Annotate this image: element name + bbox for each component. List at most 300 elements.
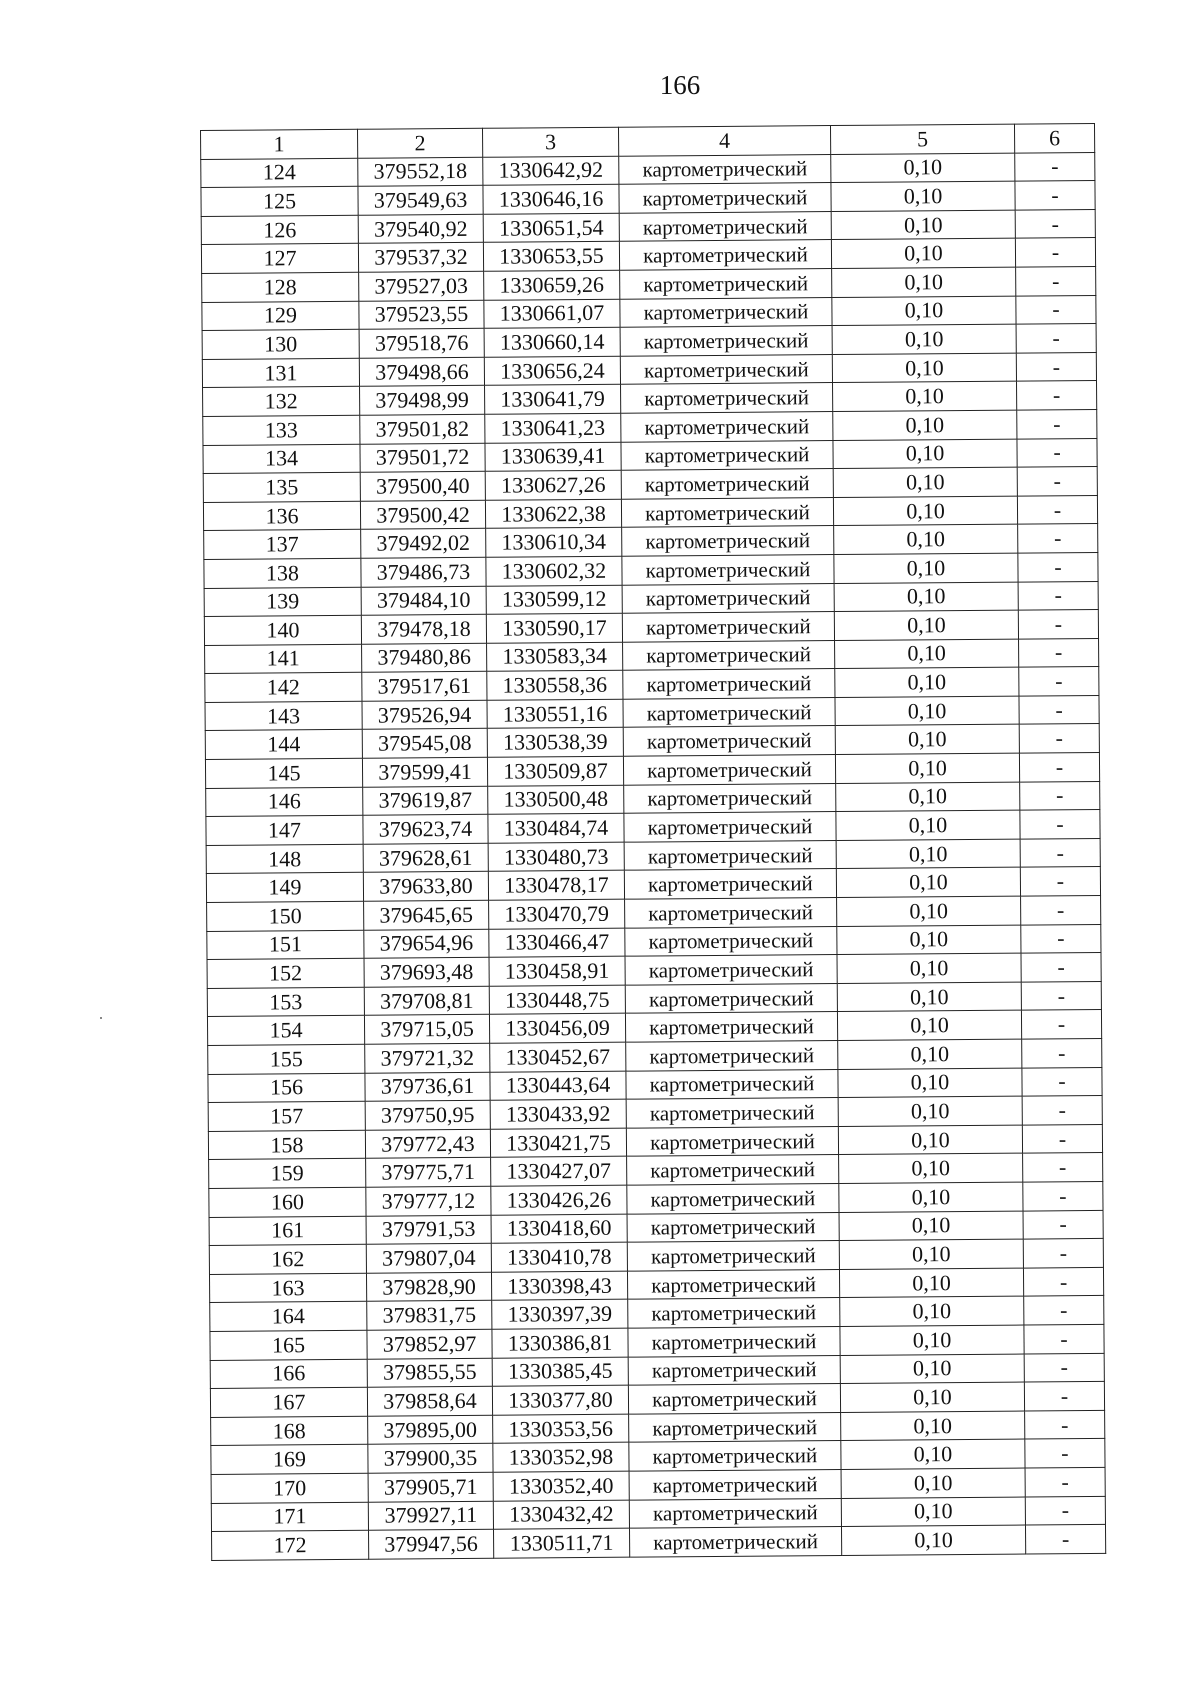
x-coordinate-cell: 379549,63 (358, 185, 483, 215)
point-number-cell: 127 (201, 244, 358, 274)
method-cell: картометрический (628, 1384, 840, 1414)
y-coordinate-cell: 1330641,79 (485, 385, 621, 415)
x-coordinate-cell: 379947,56 (369, 1529, 494, 1559)
note-cell: - (1024, 1324, 1104, 1353)
accuracy-cell: 0,10 (841, 1525, 1025, 1555)
note-cell: - (1021, 895, 1101, 924)
accuracy-cell: 0,10 (840, 1296, 1024, 1326)
accuracy-cell: 0,10 (838, 1125, 1022, 1155)
x-coordinate-cell: 379715,05 (364, 1015, 489, 1045)
y-coordinate-cell: 1330448,75 (489, 985, 625, 1015)
x-coordinate-cell: 379628,61 (363, 843, 488, 873)
method-cell: картометрический (621, 411, 833, 441)
method-cell: картометрический (623, 697, 835, 727)
point-number-cell: 162 (209, 1244, 366, 1274)
note-cell: - (1019, 667, 1099, 696)
x-coordinate-cell: 379537,32 (358, 243, 483, 273)
point-number-cell: 146 (206, 787, 363, 817)
y-coordinate-cell: 1330511,71 (493, 1528, 629, 1558)
note-cell: - (1017, 438, 1097, 467)
x-coordinate-cell: 379498,66 (359, 357, 484, 387)
y-coordinate-cell: 1330458,91 (489, 956, 625, 986)
accuracy-cell: 0,10 (833, 496, 1017, 526)
note-cell: - (1018, 610, 1098, 639)
note-cell: - (1018, 552, 1098, 581)
method-cell: картометрический (622, 554, 834, 584)
accuracy-cell: 0,10 (831, 210, 1015, 240)
point-number-cell: 141 (205, 644, 362, 674)
note-cell: - (1019, 638, 1099, 667)
point-number-cell: 156 (208, 1073, 365, 1103)
x-coordinate-cell: 379775,71 (366, 1158, 491, 1188)
y-coordinate-cell: 1330558,36 (487, 670, 623, 700)
x-coordinate-cell: 379927,11 (368, 1501, 493, 1531)
note-cell: - (1018, 524, 1098, 553)
accuracy-cell: 0,10 (839, 1268, 1023, 1298)
accuracy-cell: 0,10 (831, 153, 1015, 183)
accuracy-cell: 0,10 (831, 238, 1015, 268)
x-coordinate-cell: 379486,73 (361, 557, 486, 587)
accuracy-cell: 0,10 (839, 1153, 1023, 1183)
method-cell: картометрический (623, 640, 835, 670)
point-number-cell: 126 (201, 215, 358, 245)
x-coordinate-cell: 379517,61 (362, 672, 487, 702)
point-number-cell: 143 (205, 701, 362, 731)
column-header: 2 (357, 128, 482, 158)
y-coordinate-cell: 1330398,43 (491, 1271, 627, 1301)
point-number-cell: 160 (209, 1187, 366, 1217)
point-number-cell: 128 (202, 272, 359, 302)
note-cell: - (1023, 1267, 1103, 1296)
x-coordinate-cell: 379545,08 (362, 729, 487, 759)
point-number-cell: 159 (209, 1159, 366, 1189)
x-coordinate-cell: 379484,10 (361, 586, 486, 616)
y-coordinate-cell: 1330641,23 (485, 413, 621, 443)
y-coordinate-cell: 1330432,42 (493, 1500, 629, 1530)
note-cell: - (1019, 695, 1099, 724)
point-number-cell: 135 (203, 472, 360, 502)
point-number-cell: 163 (209, 1273, 366, 1303)
x-coordinate-cell: 379498,99 (360, 386, 485, 416)
y-coordinate-cell: 1330500,48 (488, 785, 624, 815)
x-coordinate-cell: 379540,92 (358, 214, 483, 244)
accuracy-cell: 0,10 (839, 1182, 1023, 1212)
y-coordinate-cell: 1330602,32 (486, 556, 622, 586)
y-coordinate-cell: 1330478,17 (488, 871, 624, 901)
x-coordinate-cell: 379654,96 (364, 929, 489, 959)
x-coordinate-cell: 379772,43 (365, 1129, 490, 1159)
note-cell: - (1022, 1067, 1102, 1096)
x-coordinate-cell: 379807,04 (366, 1243, 491, 1273)
method-cell: картометрический (624, 812, 836, 842)
x-coordinate-cell: 379623,74 (363, 815, 488, 845)
note-cell: - (1021, 953, 1101, 982)
method-cell: картометрический (621, 440, 833, 470)
column-header: 6 (1014, 123, 1094, 152)
y-coordinate-cell: 1330538,39 (487, 728, 623, 758)
method-cell: картометрический (623, 726, 835, 756)
y-coordinate-cell: 1330377,80 (492, 1385, 628, 1415)
point-number-cell: 172 (212, 1530, 369, 1560)
method-cell: картометрический (622, 526, 834, 556)
method-cell: картометрический (626, 1098, 838, 1128)
y-coordinate-cell: 1330466,47 (489, 928, 625, 958)
y-coordinate-cell: 1330352,40 (493, 1471, 629, 1501)
note-cell: - (1020, 867, 1100, 896)
note-cell: - (1020, 810, 1100, 839)
accuracy-cell: 0,10 (835, 725, 1019, 755)
method-cell: картометрический (629, 1527, 841, 1557)
y-coordinate-cell: 1330590,17 (486, 613, 622, 643)
point-number-cell: 157 (208, 1101, 365, 1131)
y-coordinate-cell: 1330426,26 (491, 1185, 627, 1215)
accuracy-cell: 0,10 (831, 181, 1015, 211)
point-number-cell: 153 (207, 987, 364, 1017)
x-coordinate-cell: 379633,80 (363, 872, 488, 902)
method-cell: картометрический (626, 1069, 838, 1099)
y-coordinate-cell: 1330646,16 (483, 184, 619, 214)
accuracy-cell: 0,10 (834, 582, 1018, 612)
accuracy-cell: 0,10 (834, 553, 1018, 583)
method-cell: картометрический (619, 240, 831, 270)
accuracy-cell: 0,10 (841, 1497, 1025, 1527)
y-coordinate-cell: 1330551,16 (487, 699, 623, 729)
note-cell: - (1016, 324, 1096, 353)
point-number-cell: 147 (206, 815, 363, 845)
y-coordinate-cell: 1330610,34 (486, 528, 622, 558)
y-coordinate-cell: 1330627,26 (485, 470, 621, 500)
note-cell: - (1025, 1467, 1105, 1496)
x-coordinate-cell: 379693,48 (364, 957, 489, 987)
x-coordinate-cell: 379645,65 (364, 900, 489, 930)
y-coordinate-cell: 1330410,78 (491, 1242, 627, 1272)
y-coordinate-cell: 1330639,41 (485, 442, 621, 472)
point-number-cell: 154 (207, 1016, 364, 1046)
accuracy-cell: 0,10 (837, 953, 1021, 983)
x-coordinate-cell: 379895,00 (368, 1415, 493, 1445)
accuracy-cell: 0,10 (837, 982, 1021, 1012)
column-header: 3 (482, 127, 618, 157)
y-coordinate-cell: 1330456,09 (489, 1014, 625, 1044)
note-cell: - (1025, 1525, 1105, 1554)
note-cell: - (1016, 266, 1096, 295)
accuracy-cell: 0,10 (840, 1382, 1024, 1412)
note-cell: - (1016, 352, 1096, 381)
accuracy-cell: 0,10 (832, 353, 1016, 383)
y-coordinate-cell: 1330484,74 (488, 813, 624, 843)
x-coordinate-cell: 379500,42 (360, 500, 485, 530)
point-number-cell: 124 (201, 158, 358, 188)
method-cell: картометрический (624, 783, 836, 813)
x-coordinate-cell: 379828,90 (366, 1272, 491, 1302)
x-coordinate-cell: 379777,12 (366, 1186, 491, 1216)
y-coordinate-cell: 1330480,73 (488, 842, 624, 872)
point-number-cell: 132 (203, 387, 360, 417)
y-coordinate-cell: 1330661,07 (484, 299, 620, 329)
x-coordinate-cell: 379855,55 (367, 1358, 492, 1388)
method-cell: картометрический (627, 1155, 839, 1185)
point-number-cell: 149 (206, 873, 363, 903)
method-cell: картометрический (622, 612, 834, 642)
y-coordinate-cell: 1330421,75 (490, 1128, 626, 1158)
method-cell: картометрический (629, 1412, 841, 1442)
x-coordinate-cell: 379500,40 (360, 471, 485, 501)
accuracy-cell: 0,10 (836, 868, 1020, 898)
method-cell: картометрический (621, 469, 833, 499)
method-cell: картометрический (626, 1041, 838, 1071)
point-number-cell: 169 (211, 1445, 368, 1475)
y-coordinate-cell: 1330418,60 (491, 1214, 627, 1244)
accuracy-cell: 0,10 (841, 1411, 1025, 1441)
page-number: 166 (659, 70, 701, 100)
note-cell: - (1017, 495, 1097, 524)
point-number-cell: 148 (206, 844, 363, 874)
note-cell: - (1023, 1210, 1103, 1239)
point-number-cell: 151 (207, 930, 364, 960)
x-coordinate-cell: 379750,95 (365, 1100, 490, 1130)
note-cell: - (1019, 724, 1099, 753)
x-coordinate-cell: 379905,71 (368, 1472, 493, 1502)
x-coordinate-cell: 379527,03 (359, 271, 484, 301)
y-coordinate-cell: 1330642,92 (483, 156, 619, 186)
x-coordinate-cell: 379501,82 (360, 414, 485, 444)
column-header: 1 (201, 129, 358, 159)
method-cell: картометрический (627, 1241, 839, 1271)
accuracy-cell: 0,10 (832, 267, 1016, 297)
point-number-cell: 137 (204, 530, 361, 560)
coordinates-table (200, 123, 1106, 1561)
note-cell: - (1021, 981, 1101, 1010)
x-coordinate-cell: 379791,53 (366, 1215, 491, 1245)
point-number-cell: 136 (203, 501, 360, 531)
accuracy-cell: 0,10 (837, 896, 1021, 926)
note-cell: - (1015, 152, 1095, 181)
method-cell: картометрический (622, 583, 834, 613)
note-cell: - (1017, 409, 1097, 438)
point-number-cell: 150 (207, 901, 364, 931)
y-coordinate-cell: 1330470,79 (489, 899, 625, 929)
y-coordinate-cell: 1330651,54 (483, 213, 619, 243)
accuracy-cell: 0,10 (833, 410, 1017, 440)
accuracy-cell: 0,10 (840, 1325, 1024, 1355)
point-number-cell: 134 (203, 444, 360, 474)
accuracy-cell: 0,10 (837, 925, 1021, 955)
point-number-cell: 142 (205, 673, 362, 703)
note-cell: - (1015, 238, 1095, 267)
note-cell: - (1025, 1439, 1105, 1468)
method-cell: картометрический (627, 1269, 839, 1299)
y-coordinate-cell: 1330583,34 (487, 642, 623, 672)
point-number-cell: 164 (210, 1302, 367, 1332)
accuracy-cell: 0,10 (838, 1068, 1022, 1098)
method-cell: картометрический (620, 354, 832, 384)
point-number-cell: 161 (209, 1216, 366, 1246)
method-cell: картометрический (623, 755, 835, 785)
y-coordinate-cell: 1330353,56 (493, 1414, 629, 1444)
accuracy-cell: 0,10 (836, 839, 1020, 869)
method-cell: картометрический (621, 497, 833, 527)
y-coordinate-cell: 1330622,38 (485, 499, 621, 529)
method-cell: картометрический (620, 297, 832, 327)
method-cell: картометрический (624, 869, 836, 899)
accuracy-cell: 0,10 (839, 1211, 1023, 1241)
stray-mark (100, 1017, 102, 1019)
accuracy-cell: 0,10 (835, 696, 1019, 726)
accuracy-cell: 0,10 (835, 753, 1019, 783)
x-coordinate-cell: 379501,72 (360, 443, 485, 473)
method-cell: картометрический (619, 183, 831, 213)
y-coordinate-cell: 1330509,87 (487, 756, 623, 786)
accuracy-cell: 0,10 (841, 1468, 1025, 1498)
y-coordinate-cell: 1330443,64 (490, 1071, 626, 1101)
point-number-cell: 167 (210, 1387, 367, 1417)
accuracy-cell: 0,10 (837, 1010, 1021, 1040)
y-coordinate-cell: 1330397,39 (492, 1300, 628, 1330)
y-coordinate-cell: 1330659,26 (484, 270, 620, 300)
note-cell: - (1018, 581, 1098, 610)
y-coordinate-cell: 1330427,07 (491, 1157, 627, 1187)
method-cell: картометрический (625, 983, 837, 1013)
accuracy-cell: 0,10 (841, 1439, 1025, 1469)
point-number-cell: 140 (204, 615, 361, 645)
point-number-cell: 166 (210, 1359, 367, 1389)
method-cell: картометрический (620, 269, 832, 299)
accuracy-cell: 0,10 (839, 1239, 1023, 1269)
note-cell: - (1022, 1124, 1102, 1153)
method-cell: картометрический (627, 1183, 839, 1213)
point-number-cell: 139 (204, 587, 361, 617)
y-coordinate-cell: 1330433,92 (490, 1099, 626, 1129)
point-number-cell: 131 (202, 358, 359, 388)
note-cell: - (1015, 181, 1095, 210)
point-number-cell: 171 (211, 1502, 368, 1532)
point-number-cell: 145 (205, 758, 362, 788)
y-coordinate-cell: 1330656,24 (484, 356, 620, 386)
note-cell: - (1025, 1410, 1105, 1439)
note-cell: - (1021, 924, 1101, 953)
y-coordinate-cell: 1330653,55 (483, 242, 619, 272)
method-cell: картометрический (623, 669, 835, 699)
note-cell: - (1024, 1382, 1104, 1411)
x-coordinate-cell: 379900,35 (368, 1444, 493, 1474)
note-cell: - (1020, 781, 1100, 810)
method-cell: картометрический (621, 383, 833, 413)
point-number-cell: 152 (207, 958, 364, 988)
x-coordinate-cell: 379708,81 (364, 986, 489, 1016)
method-cell: картометрический (619, 154, 831, 184)
x-coordinate-cell: 379518,76 (359, 328, 484, 358)
method-cell: картометрический (628, 1326, 840, 1356)
method-cell: картометрический (625, 955, 837, 985)
note-cell: - (1023, 1153, 1103, 1182)
accuracy-cell: 0,10 (834, 610, 1018, 640)
accuracy-cell: 0,10 (840, 1354, 1024, 1384)
accuracy-cell: 0,10 (832, 296, 1016, 326)
x-coordinate-cell: 379492,02 (361, 529, 486, 559)
column-header: 5 (830, 124, 1014, 154)
x-coordinate-cell: 379858,64 (367, 1386, 492, 1416)
y-coordinate-cell: 1330386,81 (492, 1328, 628, 1358)
note-cell: - (1015, 209, 1095, 238)
y-coordinate-cell: 1330385,45 (492, 1357, 628, 1387)
note-cell: - (1024, 1353, 1104, 1382)
point-number-cell: 129 (202, 301, 359, 331)
point-number-cell: 138 (204, 558, 361, 588)
note-cell: - (1022, 1038, 1102, 1067)
point-number-cell: 165 (210, 1330, 367, 1360)
accuracy-cell: 0,10 (836, 782, 1020, 812)
note-cell: - (1021, 1010, 1101, 1039)
method-cell: картометрический (626, 1126, 838, 1156)
x-coordinate-cell: 379478,18 (361, 614, 486, 644)
point-number-cell: 144 (205, 730, 362, 760)
note-cell: - (1023, 1239, 1103, 1268)
method-cell: картометрический (628, 1298, 840, 1328)
note-cell: - (1017, 467, 1097, 496)
accuracy-cell: 0,10 (832, 324, 1016, 354)
accuracy-cell: 0,10 (836, 810, 1020, 840)
method-cell: картометрический (625, 926, 837, 956)
accuracy-cell: 0,10 (838, 1096, 1022, 1126)
method-cell: картометрический (625, 1012, 837, 1042)
x-coordinate-cell: 379523,55 (359, 300, 484, 330)
y-coordinate-cell: 1330352,98 (493, 1442, 629, 1472)
x-coordinate-cell: 379599,41 (362, 757, 487, 787)
method-cell: картометрический (620, 326, 832, 356)
column-header: 4 (618, 126, 830, 156)
method-cell: картометрический (629, 1498, 841, 1528)
point-number-cell: 168 (211, 1416, 368, 1446)
note-cell: - (1023, 1181, 1103, 1210)
method-cell: картометрический (627, 1212, 839, 1242)
accuracy-cell: 0,10 (833, 381, 1017, 411)
point-number-cell: 158 (208, 1130, 365, 1160)
note-cell: - (1019, 753, 1099, 782)
note-cell: - (1022, 1096, 1102, 1125)
note-cell: - (1024, 1296, 1104, 1325)
x-coordinate-cell: 379619,87 (363, 786, 488, 816)
point-number-cell: 155 (208, 1044, 365, 1074)
y-coordinate-cell: 1330660,14 (484, 327, 620, 357)
table-row (212, 1525, 1106, 1561)
accuracy-cell: 0,10 (834, 524, 1018, 554)
table-body (201, 152, 1106, 1560)
x-coordinate-cell: 379721,32 (365, 1043, 490, 1073)
method-cell: картометрический (629, 1441, 841, 1471)
note-cell: - (1025, 1496, 1105, 1525)
point-number-cell: 130 (202, 329, 359, 359)
method-cell: картометрический (625, 898, 837, 928)
accuracy-cell: 0,10 (835, 639, 1019, 669)
y-coordinate-cell: 1330599,12 (486, 585, 622, 615)
accuracy-cell: 0,10 (838, 1039, 1022, 1069)
point-number-cell: 125 (201, 186, 358, 216)
x-coordinate-cell: 379526,94 (362, 700, 487, 730)
note-cell: - (1020, 838, 1100, 867)
x-coordinate-cell: 379552,18 (358, 157, 483, 187)
accuracy-cell: 0,10 (833, 467, 1017, 497)
point-number-cell: 133 (203, 415, 360, 445)
y-coordinate-cell: 1330452,67 (490, 1042, 626, 1072)
x-coordinate-cell: 379480,86 (362, 643, 487, 673)
accuracy-cell: 0,10 (833, 439, 1017, 469)
method-cell: картометрический (624, 840, 836, 870)
method-cell: картометрический (629, 1469, 841, 1499)
x-coordinate-cell: 379831,75 (367, 1301, 492, 1331)
accuracy-cell: 0,10 (835, 667, 1019, 697)
x-coordinate-cell: 379736,61 (365, 1072, 490, 1102)
x-coordinate-cell: 379852,97 (367, 1329, 492, 1359)
